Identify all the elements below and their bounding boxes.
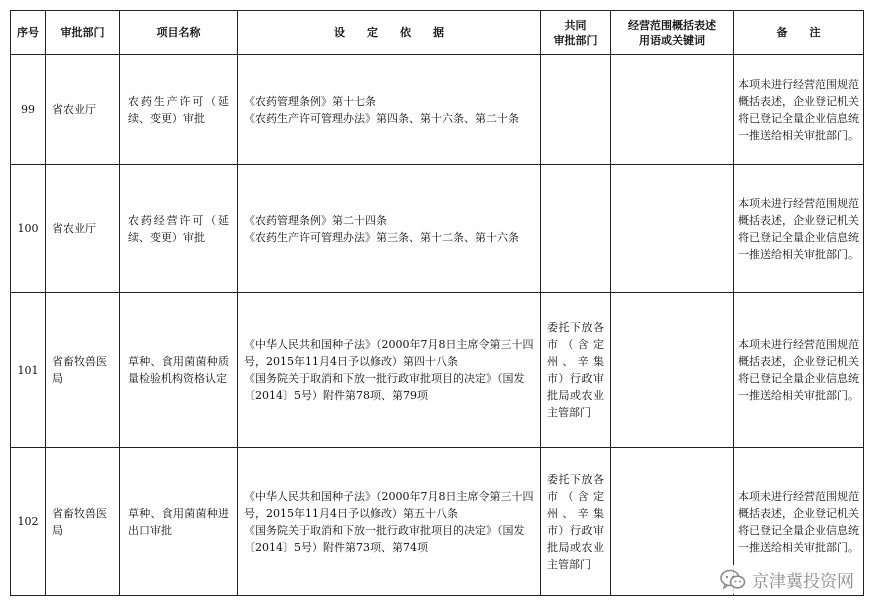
row-seq: 99 [11, 55, 46, 165]
row-note: 本项未进行经营范围规范概括表述，企业登记机关将已登记全量企业信息统一推送给相关审批部门。 [734, 165, 864, 293]
basis-line: 《国务院关于取消和下放一批行政审批项目的决定》（国发〔2014〕5号）附件第78项、第79项 [244, 372, 525, 402]
row-dept: 省农业厅 [46, 55, 120, 165]
table-row [11, 165, 864, 293]
basis-line: 《农药管理条例》第二十四条 [244, 213, 387, 227]
basis-line: 《农药管理条例》第十七条 [244, 94, 376, 108]
row-item-name: 农药生产许可（延续、变更）审批 [120, 55, 238, 165]
basis-line: 《中华人民共和国种子法》（2000年7月8日主席令第三十四号，2015年11月4日予以修改）第五十八条 [244, 489, 534, 520]
row-seq: 100 [11, 165, 46, 293]
header-basis: 设 定 依 据 [238, 11, 541, 55]
row-seq: 101 [11, 293, 46, 448]
header-dept: 审批部门 [46, 11, 120, 55]
row-basis [238, 448, 541, 596]
row-basis [238, 293, 541, 448]
header-name: 项目名称 [120, 11, 238, 55]
approval-items-table [10, 10, 864, 596]
row-joint-dept: 委托下放各市（含定州、辛集市）行政审批局或农业主管部门 [541, 293, 611, 448]
row-dept: 省畜牧兽医局 [46, 293, 120, 448]
row-keywords [611, 165, 734, 293]
table-header-row [11, 11, 864, 55]
row-joint-dept [541, 165, 611, 293]
row-item-name: 草种、食用菌菌种进出口审批 [120, 448, 238, 596]
row-dept: 省畜牧兽医局 [46, 448, 120, 596]
header-joint: 共同 审批部门 [541, 11, 611, 55]
watermark [716, 565, 858, 594]
basis-line: 《农药生产许可管理办法》第三条、第十二条、第十六条 [244, 230, 519, 244]
basis-line: 《中华人民共和国种子法》（2000年7月8日主席令第三十四号，2015年11月4日予以修改）第四十八条 [244, 338, 534, 368]
row-item-name: 草种、食用菌菌种质量检验机构资格认定 [120, 293, 238, 448]
row-seq: 102 [11, 448, 46, 596]
row-keywords [611, 55, 734, 165]
table-row [11, 55, 864, 165]
header-seq: 序号 [11, 11, 46, 55]
header-keywords: 经营范围概括表述 用语或关键词 [611, 11, 734, 55]
basis-line: 《农药生产许可管理办法》第四条、第十六条、第二十条 [244, 111, 519, 125]
row-keywords [611, 293, 734, 448]
row-joint-dept [541, 55, 611, 165]
row-basis [238, 165, 541, 293]
row-note: 本项未进行经营范围规范概括表述，企业登记机关将已登记全量企业信息统一推送给相关审批部门。 [734, 55, 864, 165]
row-joint-dept: 委托下放各市（含定州、辛集市）行政审批局或农业主管部门 [541, 448, 611, 596]
row-basis [238, 55, 541, 165]
wechat-icon [720, 569, 746, 591]
header-note: 备 注 [734, 11, 864, 55]
watermark-text: 京津冀投资网 [752, 572, 854, 592]
basis-line: 《国务院关于取消和下放一批行政审批项目的决定》（国发〔2014〕5号）附件第73项、第74项 [244, 523, 525, 554]
row-dept: 省农业厅 [46, 165, 120, 293]
row-note: 本项未进行经营范围规范概括表述，企业登记机关将已登记全量企业信息统一推送给相关审批部门。 [734, 293, 864, 448]
row-item-name: 农药经营许可（延续、变更）审批 [120, 165, 238, 293]
row-note: 本项未进行经营范围规范概括表述，企业登记机关将已登记全量企业信息统一推送给相关审批部门。 [734, 448, 864, 596]
table-row [11, 293, 864, 448]
